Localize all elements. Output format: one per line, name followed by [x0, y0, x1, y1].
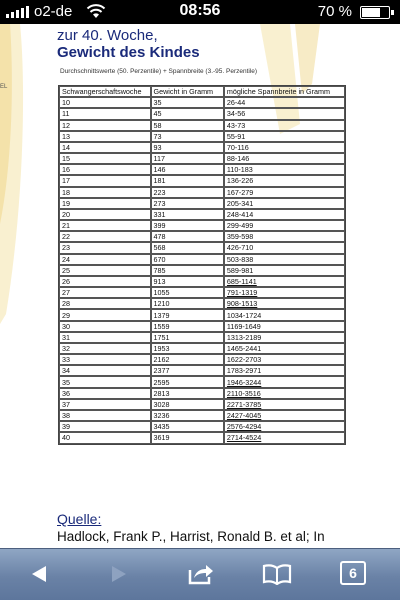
cell-weight: 58: [151, 120, 224, 131]
cell-weight: 45: [151, 108, 224, 119]
cell-week: 32: [59, 343, 151, 354]
table-row: [59, 120, 345, 131]
cell-range: [224, 298, 345, 309]
cell-range: [224, 432, 345, 443]
cell-range: 1465-2441: [224, 343, 345, 354]
cell-weight: 35: [151, 97, 224, 108]
cell-week: 38: [59, 410, 151, 421]
table-row: [59, 187, 345, 198]
cell-weight: 1559: [151, 321, 224, 332]
cell-week: 12: [59, 120, 151, 131]
cell-week: 14: [59, 142, 151, 153]
cell-range: [224, 399, 345, 410]
table-row: [59, 309, 345, 320]
table-row: [59, 153, 345, 164]
table-row: [59, 388, 345, 399]
cell-weight: 3435: [151, 421, 224, 432]
range-link[interactable]: 685-1141: [226, 277, 257, 286]
cell-range: 1622-2703: [224, 354, 345, 365]
cell-range: 248-414: [224, 209, 345, 220]
table-row: [59, 321, 345, 332]
range-link[interactable]: 2714-4524: [226, 433, 262, 443]
range-link[interactable]: 791-1319: [226, 288, 258, 298]
cell-weight: 913: [151, 276, 224, 287]
cell-weight: 93: [151, 142, 224, 153]
cell-week: 35: [59, 376, 151, 387]
range-link[interactable]: 2427-4045: [226, 411, 262, 421]
cell-range: [224, 376, 345, 387]
cell-weight: 3619: [151, 432, 224, 443]
table-caption: Durchschnittswerte (50. Perzentile) + Spannbreite (3.-95. Perzentile): [60, 68, 258, 75]
cell-week: 13: [59, 131, 151, 142]
cell-weight: 1055: [151, 287, 224, 298]
cell-week: 11: [59, 108, 151, 119]
table-row: [59, 131, 345, 142]
browser-toolbar: [0, 548, 400, 600]
table-row: [59, 354, 345, 365]
table-row: [59, 242, 345, 253]
cell-week: 25: [59, 265, 151, 276]
cell-weight: 73: [151, 131, 224, 142]
source-citation: Hadlock, Frank P., Harrist, Ronald B. et al; In: [57, 529, 325, 544]
table-row: [59, 209, 345, 220]
table-row: [59, 376, 345, 387]
cell-range: 359-598: [224, 231, 345, 242]
cell-week: 40: [59, 432, 151, 443]
cell-weight: 3028: [151, 399, 224, 410]
cell-range: 136-226: [224, 175, 345, 186]
web-content[interactable]: [0, 24, 400, 548]
table-row: [59, 265, 345, 276]
cell-weight: 785: [151, 265, 224, 276]
cell-week: 26: [59, 276, 151, 287]
cell-week: 30: [59, 321, 151, 332]
cell-range: 503-838: [224, 254, 345, 265]
table-row: [59, 231, 345, 242]
battery-icon: [360, 6, 390, 19]
back-arrow-icon: [28, 563, 50, 585]
table-row: [59, 175, 345, 186]
cell-range: [224, 388, 345, 399]
cell-weight: 478: [151, 231, 224, 242]
bookmarks-book-icon: [262, 563, 292, 585]
tabs-button[interactable]: 6: [340, 561, 366, 585]
cell-range: 26-44: [224, 97, 345, 108]
cell-week: 20: [59, 209, 151, 220]
table-row: [59, 287, 345, 298]
clock: 08:56: [179, 2, 221, 19]
cell-weight: 2377: [151, 365, 224, 376]
cell-range: 55-91: [224, 131, 345, 142]
back-button[interactable]: [24, 561, 54, 587]
cell-range: [224, 410, 345, 421]
cell-weight: 223: [151, 187, 224, 198]
cell-weight: 670: [151, 254, 224, 265]
cell-week: 37: [59, 399, 151, 410]
cell-week: 24: [59, 254, 151, 265]
cell-weight: 117: [151, 153, 224, 164]
cell-weight: 146: [151, 164, 224, 175]
status-bar: [0, 0, 400, 24]
cell-week: 39: [59, 421, 151, 432]
table-row: [59, 410, 345, 421]
cell-weight: 2813: [151, 388, 224, 399]
range-link[interactable]: 2576-4294: [226, 422, 262, 432]
cell-range: 426-710: [224, 242, 345, 253]
table-row: [59, 254, 345, 265]
table-row: [59, 298, 345, 309]
page-heading-line1: zur 40. Woche,: [57, 27, 158, 44]
cell-week: 28: [59, 298, 151, 309]
table-row: [59, 432, 345, 443]
share-button[interactable]: [186, 561, 216, 587]
cell-range: 43-73: [224, 120, 345, 131]
table-row: [59, 108, 345, 119]
page-heading: Gewicht des Kindes: [57, 44, 200, 61]
cell-week: 29: [59, 309, 151, 320]
cell-range: [224, 421, 345, 432]
table-row: [59, 365, 345, 376]
decorative-side-graphic: [0, 24, 30, 548]
cell-weight: 1953: [151, 343, 224, 354]
table-row: [59, 164, 345, 175]
cell-week: 31: [59, 332, 151, 343]
cell-week: 17: [59, 175, 151, 186]
table-header-row: [59, 86, 345, 97]
cell-week: 33: [59, 354, 151, 365]
cell-range: 110-183: [224, 164, 345, 175]
table-row: [59, 332, 345, 343]
forward-arrow-icon: [108, 563, 130, 585]
cell-weight: 568: [151, 242, 224, 253]
cell-range: 1313-2189: [224, 332, 345, 343]
cell-weight: 1379: [151, 309, 224, 320]
carrier-name: o2-de: [34, 3, 73, 20]
range-link[interactable]: 2271-3785: [226, 399, 262, 409]
cell-weight: 181: [151, 175, 224, 186]
table-row: [59, 97, 345, 108]
range-link[interactable]: 908-1513: [226, 299, 258, 309]
cell-range: [224, 287, 345, 298]
cell-week: 21: [59, 220, 151, 231]
cell-weight: 2595: [151, 376, 224, 387]
cell-weight: 331: [151, 209, 224, 220]
share-icon: [187, 562, 215, 586]
cell-range: 70-116: [224, 142, 345, 153]
forward-button[interactable]: [104, 561, 134, 587]
cell-range: 1783-2971: [224, 365, 345, 376]
weight-table: [58, 85, 346, 445]
left-edge-text-fragment: EL: [0, 84, 8, 90]
cell-range: 205-341: [224, 198, 345, 209]
cell-range: 34-56: [224, 108, 345, 119]
cell-week: 34: [59, 365, 151, 376]
cell-week: 18: [59, 187, 151, 198]
cell-weight: 399: [151, 220, 224, 231]
cell-range: [224, 276, 345, 287]
column-header-range: mögliche Spannbreite in Gramm: [224, 86, 345, 97]
range-link[interactable]: 1946-3244: [226, 377, 262, 387]
cell-weight: 1210: [151, 298, 224, 309]
cell-week: 10: [59, 97, 151, 108]
table-row: [59, 399, 345, 410]
source-link[interactable]: Quelle:: [57, 511, 102, 527]
cell-week: 15: [59, 153, 151, 164]
column-header-weight: Gewicht in Gramm: [151, 86, 224, 97]
cell-weight: 1751: [151, 332, 224, 343]
cell-range: 88-146: [224, 153, 345, 164]
column-header-week: Schwangerschaftswoche: [59, 86, 151, 97]
cell-weight: 273: [151, 198, 224, 209]
bookmarks-button[interactable]: [262, 561, 292, 587]
table-row: [59, 142, 345, 153]
cell-week: 36: [59, 388, 151, 399]
cell-range: 299-499: [224, 220, 345, 231]
cell-week: 22: [59, 231, 151, 242]
cell-week: 19: [59, 198, 151, 209]
cell-weight: 2162: [151, 354, 224, 365]
cell-week: 16: [59, 164, 151, 175]
table-row: [59, 198, 345, 209]
range-link[interactable]: 2110-3516: [226, 388, 261, 398]
cell-range: 1169-1649: [224, 321, 345, 332]
cell-range: 589-981: [224, 265, 345, 276]
cell-range: 167-279: [224, 187, 345, 198]
battery-percentage: 70 %: [317, 3, 352, 20]
table-row: [59, 421, 345, 432]
cell-range: 1034-1724: [224, 309, 345, 320]
cell-weight: 3236: [151, 410, 224, 421]
table-row: [59, 276, 345, 287]
cell-week: 23: [59, 242, 151, 253]
cell-week: 27: [59, 287, 151, 298]
table-row: [59, 343, 345, 354]
table-row: [59, 220, 345, 231]
